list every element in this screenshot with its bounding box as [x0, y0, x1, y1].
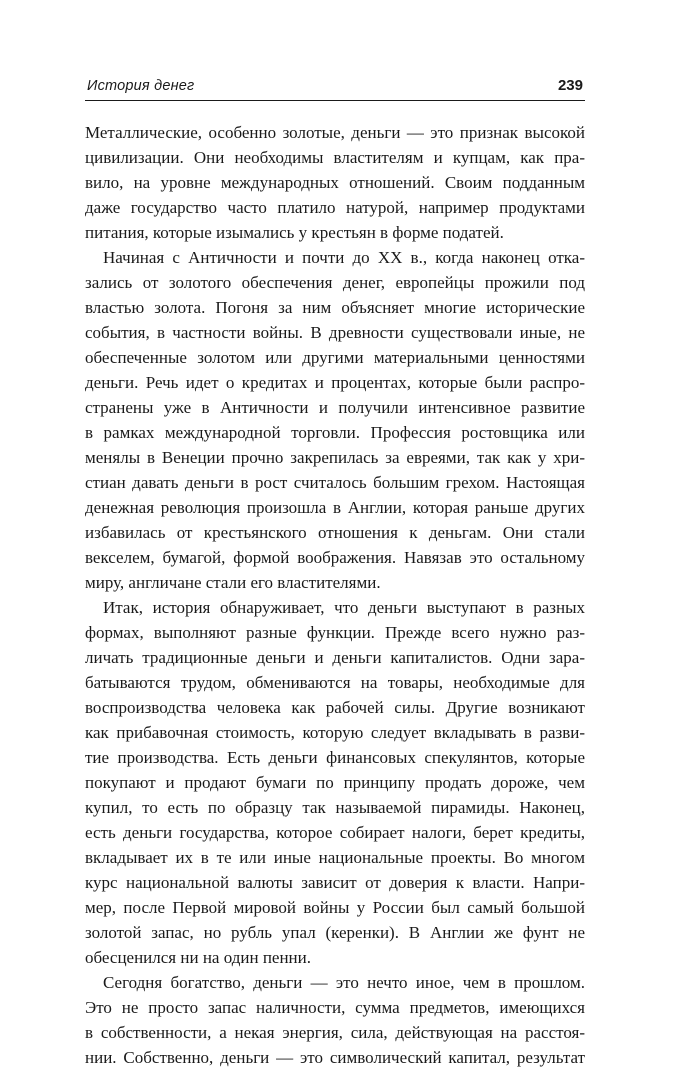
paragraph — [85, 245, 585, 595]
text-line: Начиная с Античности и почти до XX в., когда наконец отка- — [103, 248, 585, 267]
text-line: есть деньги государства, которое собирает налоги, берет кредиты, — [85, 823, 585, 842]
text-line: денежная революция произошла в Англии, которая раньше других — [85, 498, 585, 517]
text-line: события, в частности войны. В древности существовали иные, не — [85, 323, 585, 342]
text-line: воспроизводства человека как рабочей силы. Другие возникают — [85, 698, 585, 717]
text-line: вкладывает их в те или иные национальные проекты. Во многом — [85, 848, 585, 867]
text-line: властью золота. Погоня за ним объясняет многие исторические — [85, 298, 585, 317]
text-line: в рамках международной торговли. Профессия ростовщика или — [85, 423, 585, 442]
text-line: батываются трудом, обмениваются на товары, необходимые для — [85, 673, 585, 692]
text-line: курс национальной валюты зависит от доверия к власти. Напри- — [85, 873, 585, 892]
page-number: 239 — [557, 77, 583, 94]
text-line: миру, англичане стали его властителями. — [85, 573, 381, 592]
text-line: менялы в Венеции прочно закрепилась за евреями, так как у хри- — [85, 448, 585, 467]
text-line: Итак, история обнаруживает, что деньги выступают в разных — [103, 598, 585, 617]
text-line: стиан давать деньги в рост считалось большим грехом. Настоящая — [85, 473, 585, 492]
text-line: личать традиционные деньги и деньги капиталистов. Одни зара- — [85, 648, 585, 667]
text-line: золотой запас, но рубль упал (керенки). В Англии же фунт не — [85, 923, 585, 942]
text-line: купил, то есть по образцу так называемой пирамиды. Наконец, — [85, 798, 585, 817]
text-line: странены уже в Античности и получили интенсивное развитие — [85, 398, 585, 417]
text-line: деньги. Речь идет о кредитах и процентах, которые были распро- — [85, 373, 585, 392]
text-line: обесценился ни на один пенни. — [85, 948, 312, 967]
text-line: вило, на уровне международных отношений. Своим подданным — [85, 173, 585, 192]
paragraph — [85, 595, 585, 970]
text-line: Это не просто запас наличности, сумма предметов, имеющихся — [85, 998, 585, 1017]
text-line: в собственности, а некая энергия, сила, действующая на расстоя- — [85, 1023, 585, 1042]
paragraph — [85, 970, 585, 1070]
text-line: цивилизации. Они необходимы властителям и купцам, как пра- — [85, 148, 585, 167]
text-line: питания, которые изымались у крестьян в форме податей. — [85, 223, 504, 242]
text-line: формах, выполняют разные функции. Прежде всего нужно раз- — [85, 623, 585, 642]
text-line: мер, после Первой мировой войны у России был самый большой — [85, 898, 585, 917]
body-text — [85, 120, 585, 1070]
text-line: избавилась от крестьянского отношения к деньгам. Они стали — [85, 523, 585, 542]
text-line: обеспеченные золотом или другими материальными ценностями — [85, 348, 585, 367]
text-line: нии. Собственно, деньги — это символический капитал, результат — [85, 1048, 585, 1067]
text-line: векселем, бумагой, формой воображения. Навязав это остальному — [85, 548, 585, 567]
section-title: История денег — [87, 78, 195, 94]
text-line: Сегодня богатство, деньги — это нечто иное, чем в прошлом. — [103, 973, 585, 992]
text-line: тие производства. Есть деньги финансовых спекулянтов, которые — [85, 748, 585, 767]
paragraph — [85, 120, 585, 245]
text-line: как прибавочная стоимость, которую следует вкладывать в разви- — [85, 723, 585, 742]
text-line: даже государство часто платило натурой, например продуктами — [85, 198, 585, 217]
text-line: покупают и продают бумаги по принципу продать дороже, чем — [85, 773, 585, 792]
running-header — [85, 74, 585, 101]
text-line: Металлические, особенно золотые, деньги — это признак высокой — [85, 123, 585, 142]
text-line: зались от золотого обеспечения денег, европейцы прожили под — [85, 273, 585, 292]
